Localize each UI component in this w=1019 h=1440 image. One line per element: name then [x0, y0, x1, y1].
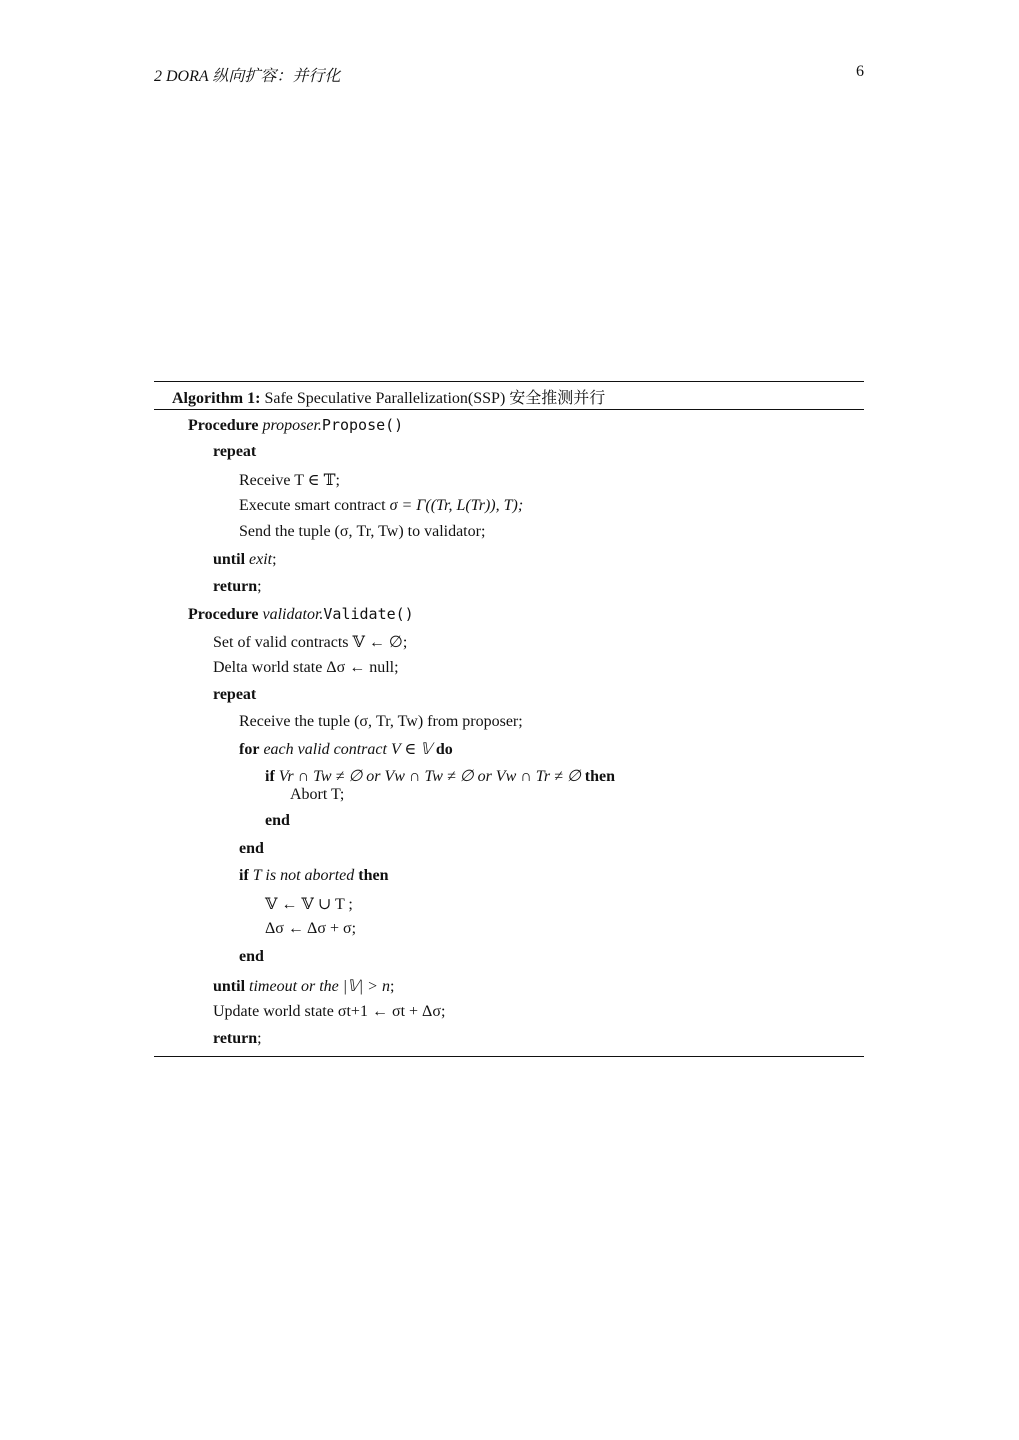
- conflict-condition: Vr ∩ Tw ≠ ∅ or Vw ∩ Tw ≠ ∅ or Vw ∩ Tr ≠ ∅: [278, 768, 581, 785]
- validator-for-line: [239, 739, 453, 759]
- validator-accumulate-line: Δσ ← Δσ + σ;: [265, 920, 357, 937]
- validator-end-if2-line: [239, 948, 264, 966]
- end-keyword: end: [239, 948, 264, 965]
- page-number: 6: [856, 63, 864, 80]
- validator-union-line: 𝕍 ← 𝕍 ∪ T ;: [265, 896, 353, 913]
- caption-rule: [154, 409, 864, 410]
- validator-end-for-line: [239, 840, 264, 858]
- do-keyword: do: [435, 741, 453, 758]
- return-keyword: return: [213, 578, 258, 595]
- for-condition: each valid contract V ∈ 𝕍: [263, 741, 432, 758]
- proposer-send-line: Send the tuple (σ, Tr, Tw) to validator;: [239, 523, 486, 540]
- end-keyword: end: [239, 840, 264, 857]
- exit-condition: exit: [249, 551, 273, 568]
- validate-method: Validate(): [323, 605, 414, 623]
- algorithm-label: Algorithm 1:: [172, 390, 261, 407]
- validator-delta-line: Delta world state Δσ ← null;: [213, 659, 399, 676]
- validator-procedure-line: [188, 605, 414, 624]
- validator-repeat-line: [213, 686, 256, 704]
- semicolon: ;: [257, 1030, 262, 1047]
- validator-object: validator.: [262, 606, 324, 623]
- validator-if-aborted-line: [239, 867, 389, 885]
- then-keyword: then: [584, 768, 615, 785]
- repeat-keyword: repeat: [213, 443, 257, 460]
- then-keyword: then: [358, 867, 389, 884]
- proposer-return-line: [213, 578, 262, 596]
- section-title: 2 DORA 纵向扩容：并行化: [154, 68, 341, 85]
- if-keyword: if: [239, 867, 249, 884]
- top-rule: [154, 381, 864, 382]
- if-keyword: if: [265, 768, 275, 785]
- execute-text: Execute smart contract: [239, 497, 386, 514]
- propose-method: Propose(): [321, 416, 404, 434]
- execute-formula: σ = Γ((Tr, L(Tr)), T);: [389, 497, 524, 514]
- semicolon: ;: [272, 551, 277, 568]
- proposer-procedure-line: [188, 416, 403, 435]
- validator-if-line: [265, 766, 615, 786]
- not-aborted-condition: T is not aborted: [252, 867, 355, 884]
- end-keyword: end: [265, 812, 290, 829]
- algorithm-box: [154, 381, 864, 1058]
- validator-end-if-line: [265, 812, 290, 830]
- proposer-repeat-line: [213, 443, 256, 461]
- proposer-until-line: [213, 551, 277, 569]
- validator-return-line: [213, 1030, 262, 1048]
- until-keyword: until: [213, 978, 246, 995]
- algorithm-caption: [172, 385, 605, 408]
- repeat-keyword: repeat: [213, 686, 257, 703]
- timeout-condition: timeout or the |𝕍| > n: [249, 978, 390, 995]
- algorithm-title: Safe Speculative Parallelization(SSP) 安全推测并行: [264, 390, 606, 407]
- procedure-keyword: Procedure: [188, 606, 259, 623]
- bottom-rule: [154, 1056, 864, 1057]
- for-keyword: for: [239, 741, 260, 758]
- validator-update-line: Update world state σt+1 ← σt + Δσ;: [213, 1003, 446, 1020]
- validator-abort-line: Abort T;: [290, 786, 345, 803]
- validator-receive-line: Receive the tuple (σ, Tr, Tw) from proposer;: [239, 713, 523, 730]
- procedure-keyword: Procedure: [188, 417, 259, 434]
- proposer-execute-line: [239, 497, 523, 515]
- proposer-receive-line: Receive T ∈ 𝕋;: [239, 472, 340, 489]
- semicolon: ;: [389, 978, 395, 995]
- proposer-object: proposer.: [262, 417, 322, 434]
- return-keyword: return: [213, 1030, 258, 1047]
- semicolon: ;: [257, 578, 262, 595]
- until-keyword: until: [213, 551, 246, 568]
- validator-until-line: [213, 976, 394, 996]
- validator-set-line: Set of valid contracts 𝕍 ← ∅;: [213, 634, 408, 651]
